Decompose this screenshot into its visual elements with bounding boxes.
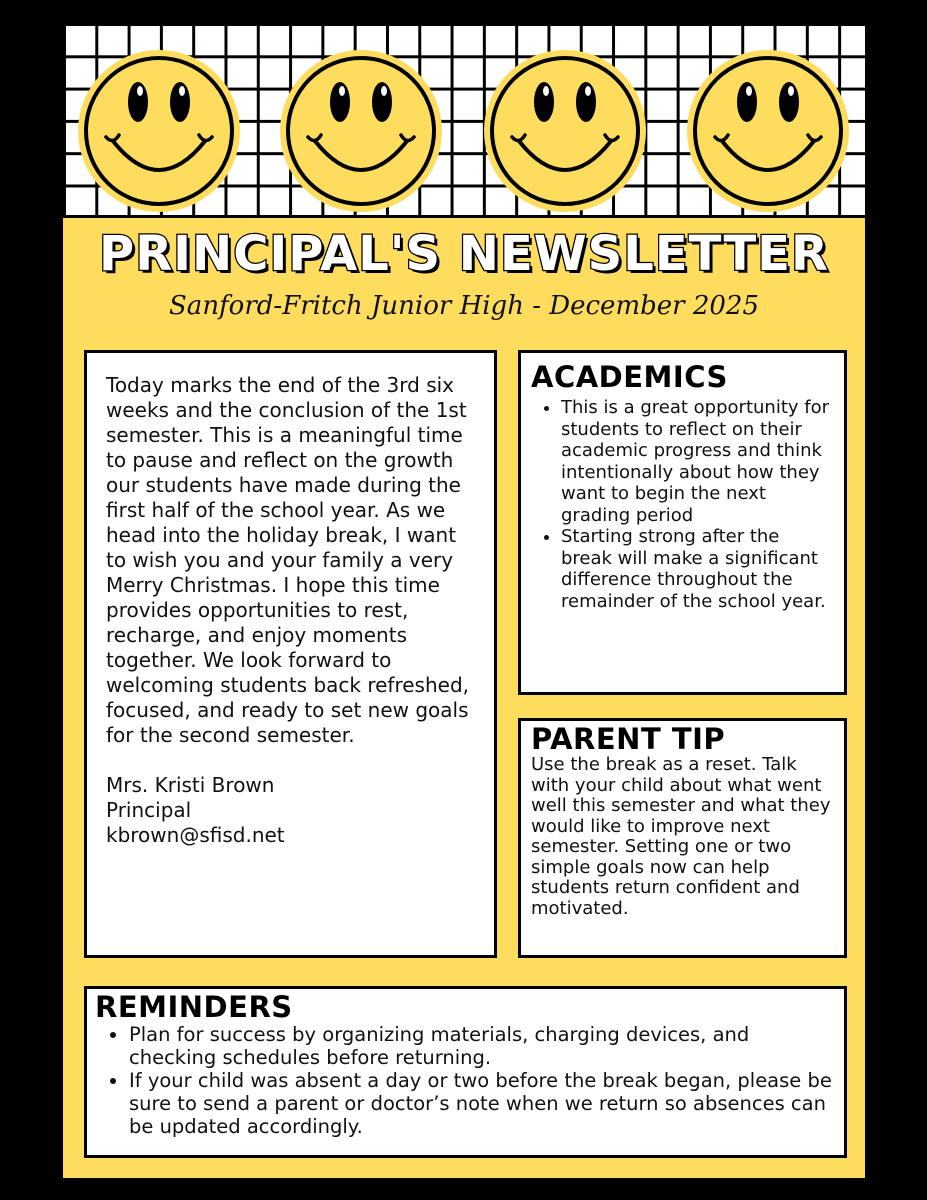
signature-role: Principal (106, 798, 192, 822)
signature-email[interactable]: kbrown@sfisd.net (106, 823, 285, 847)
smiley-face-icon (686, 49, 850, 213)
newsletter-page (63, 23, 865, 1178)
letter-body: Today marks the end of the 3rd six weeks and the conclusion of the 1st semester. This is a meaningful time to pause and reflect on the growth our students have made during the first half of the school year. As we head into the holiday break, I want to wish you and your family a very Merry Christmas. I hope this time provides opportunities to rest, recharge, and enjoy moments together. We look forward to welcoming students back refreshed, focused, and ready to set new goals for the second semester. (106, 373, 470, 747)
parent-tip-body: Use the break as a reset. Talk with your child about what went well this semester and what they would like to improve next semester. Setting one or two simple goals now can help students return confident and motivated. (531, 754, 831, 919)
list-item: • Plan for success by organizing materials, charging devices, and checking schedules before returning. (129, 1023, 834, 1069)
academics-section (518, 350, 847, 695)
parent-tip-heading: PARENT TIP (531, 722, 726, 756)
list-item: • Starting strong after the break will make a significant difference throughout the remainder of the school year. (561, 526, 834, 612)
reminders-heading: REMINDERS (95, 990, 293, 1024)
smiley-face-icon (483, 49, 647, 213)
smiley-face-icon (77, 49, 241, 213)
signature-name: Mrs. Kristi Brown (106, 773, 275, 797)
list-item: • This is a great opportunity for students to reflect on their academic progress and think intentionally about how they want to begin the next grading period (561, 397, 834, 526)
reminders-section (84, 986, 847, 1158)
parent-tip-section (518, 718, 847, 958)
page-subtitle: Sanford-Fritch Junior High - December 2025 (169, 291, 759, 321)
page-title: PRINCIPAL'S NEWSLETTER (99, 226, 829, 282)
smiley-face-icon (279, 49, 443, 213)
list-item: • If your child was absent a day or two before the break began, please be sure to send a parent or doctor’s note when we return so absences can be updated accordingly. (129, 1069, 834, 1138)
principal-letter (84, 350, 497, 958)
academics-heading: ACADEMICS (531, 360, 728, 394)
